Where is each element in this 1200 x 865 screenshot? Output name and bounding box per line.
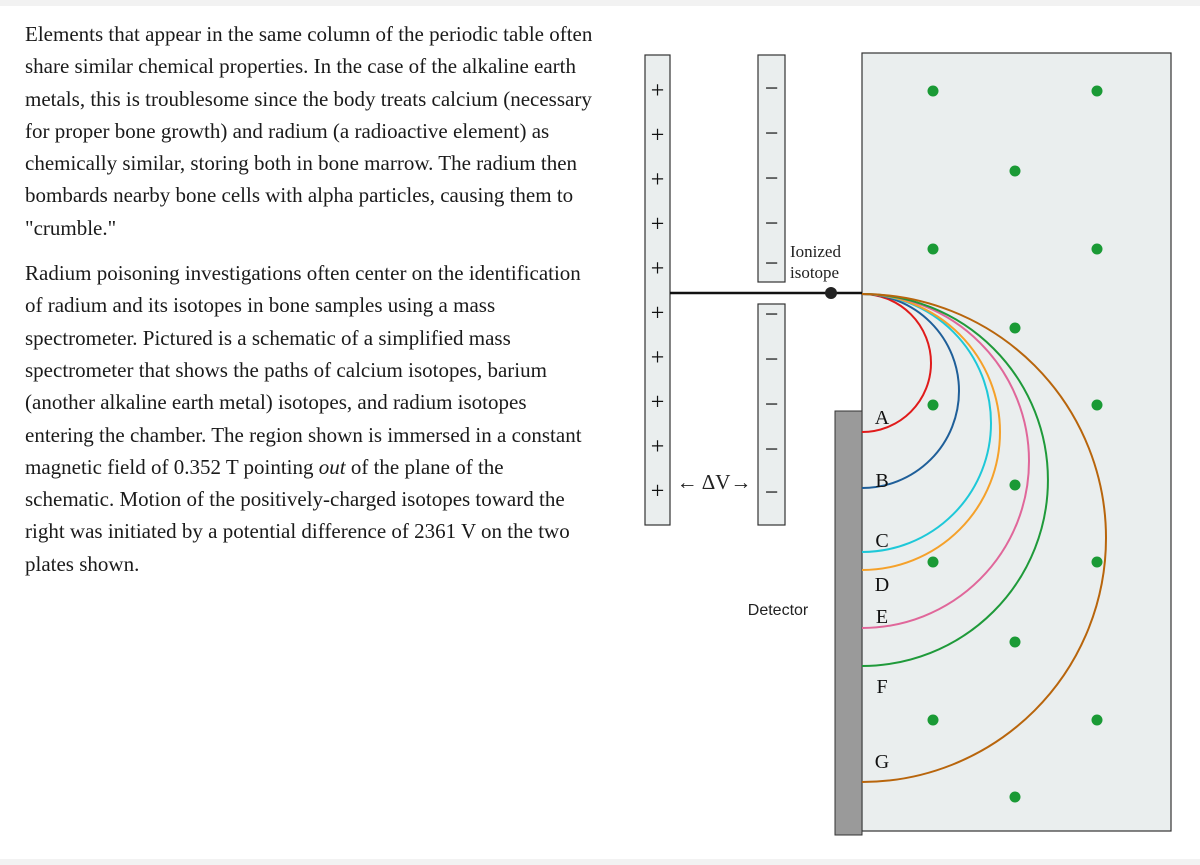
- minus-sign: −: [764, 392, 779, 418]
- voltage-label: ← ΔV→: [676, 470, 752, 494]
- plus-sign: +: [650, 345, 665, 371]
- path-label: E: [875, 606, 889, 628]
- ionized-isotope-dot: [825, 287, 837, 299]
- field-dot: [1010, 166, 1021, 177]
- plus-sign: +: [650, 167, 665, 193]
- path-label: A: [874, 407, 890, 429]
- path-label: F: [876, 676, 888, 698]
- field-dot: [1092, 715, 1103, 726]
- plus-sign: +: [650, 211, 665, 238]
- field-dot: [928, 244, 939, 255]
- plus-sign: +: [650, 478, 665, 505]
- field-dot: [1010, 480, 1021, 491]
- field-dot: [1010, 323, 1021, 334]
- ionized-label-line-2: isotope: [790, 263, 840, 282]
- minus-sign: −: [764, 437, 779, 463]
- field-dot: [928, 400, 939, 411]
- minus-sign: −: [764, 76, 779, 102]
- field-dot: [1092, 244, 1103, 255]
- field-dot: [1010, 637, 1021, 648]
- minus-sign: −: [764, 347, 779, 373]
- ionized-label-line-1: Ionized: [790, 242, 841, 261]
- path-label: C: [875, 530, 889, 552]
- minus-sign: −: [764, 251, 779, 277]
- minus-sign: −: [764, 211, 779, 237]
- field-dot: [1092, 400, 1103, 411]
- field-dot: [1092, 557, 1103, 568]
- plus-sign: +: [650, 389, 665, 416]
- bottom-border: [0, 859, 1200, 865]
- path-label: G: [874, 751, 890, 773]
- detector-label: Detector: [747, 602, 809, 619]
- plus-sign: +: [650, 122, 665, 149]
- path-label: B: [875, 470, 889, 492]
- minus-sign: −: [764, 166, 779, 192]
- plus-sign: +: [650, 78, 665, 104]
- minus-sign: −: [764, 302, 779, 328]
- field-dot: [928, 86, 939, 97]
- paragraph-1: Elements that appear in the same column of the periodic table often share similar chemical properties. In the case of the alkaline earth metals, this is troublesome since the body treats calcium (necessary for proper bone growth) and radium (a radioactive element) as chemically similar, storing both in bone marrow. The radium then bombards nearby bone cells with alpha particles, causing them to "crumble.": [25, 22, 593, 240]
- field-dot: [1010, 792, 1021, 803]
- paragraph-2-part-2: of the plane of the schematic. Motion of the positively-charged isotopes toward the right was initiated by a potential difference of 2361 V on the two plates shown.: [25, 454, 570, 576]
- path-label: D: [874, 574, 890, 596]
- field-dot: [928, 715, 939, 726]
- paragraph-2-emphasis: out: [318, 454, 346, 479]
- detector: [835, 411, 862, 835]
- negative-plate-signs: [765, 76, 779, 506]
- minus-sign: −: [764, 121, 779, 147]
- field-dot: [928, 557, 939, 568]
- plus-sign: +: [650, 300, 665, 327]
- minus-sign: −: [764, 480, 779, 506]
- plus-sign: +: [650, 256, 665, 282]
- field-dot: [1092, 86, 1103, 97]
- paragraph-2-part-1: Radium poisoning investigations often center on the identification of radium and its isotopes in bone samples using a mass spectrometer. Pictured is a schematic of a simplified mass spectrometer that shows the paths of calcium isotopes, barium (another alkaline earth metal) isotopes, and radium isotopes entering the chamber. The region shown is immersed in a constant magnetic field of 0.352 T pointing: [25, 261, 582, 479]
- plus-sign: +: [650, 434, 665, 460]
